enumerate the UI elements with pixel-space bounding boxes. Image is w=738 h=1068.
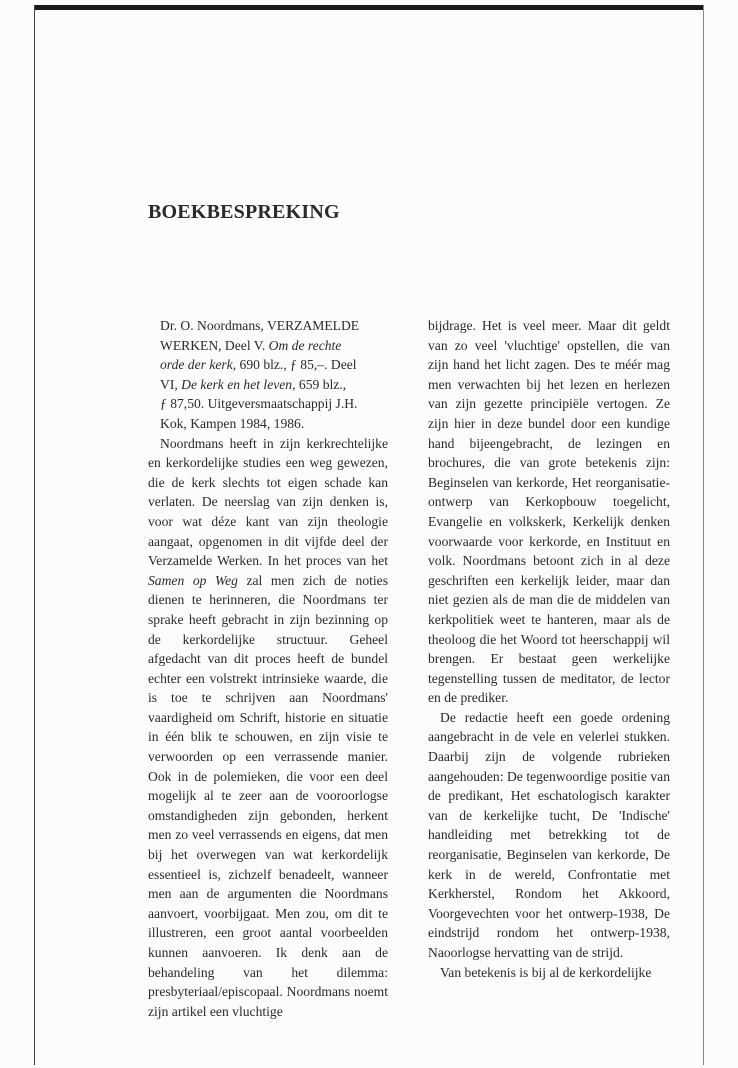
body-paragraph: Noordmans heeft in zijn kerkrechtelijke en kerkordelijke studies een weg gewezen, die de kerk slechts tot eigen schade kan verlaten. De neerslag van zijn denken is, voor wat déze kant van zijn theologie aangaat, opgenomen in dit vijfde deel der Verzamelde Werken. In het proces van het Samen op Weg zal men zich de noties dienen te herinneren, die Noordmans ter sprake heeft gebracht in zijn bezinning op de kerkordelijke structuur. Geheel afgedacht van dit proces heeft de bundel echter een volstrekt intrinsieke waarde, die is toe te schrijven aan Noordmans' vaardigheid om Schrift, historie en situatie in één blik te schouwen, en zijn visie te verwoorden op een verrassende manier. Ook in de polemieken, die voor een deel mogelijk al te zeer aan de vooroorlogse omstandigheden zijn gebonden, herkent men zo veel verrassends en eigens, dat men bij het overwegen van wat kerkordelijk essentieel is, zichzelf benadeelt, wanneer men aan de argumenten die Noordmans aanvoert, voorbijgaat. Men zou, om dit te illustreren, een groot aantal voorbeelden kunnen aanvoeren. Ik denk aan de behandeling van het dilemma: presbyteriaal/episcopaal. Noordmans noemt zijn artikel een vluchtige xyxy=(148,435,388,1019)
body-paragraph: bijdrage. Het is veel meer. Maar dit geldt van zo veel 'vluchtige' opstellen, die van zijn hand het licht zagen. Des te méér mag men verwachten bij het lezen en herlezen van zijn gezette principiële vertogen. Ze zijn hier in deze bundel door een kundige hand bijeengebracht, de lezingen en brochures, die van grote betekenis zijn: Beginselen van kerkorde, Het reorganisatie-ontwerp van Kerkopbouw toegelicht, Evangelie en volkskerk, Kerkelijk denken voorwaarde voor kerkorde, en Instituut en volk. Noordmans betoont zich in al deze geschriften een kerkelijk leider, maar dan niet gezien als de man die de middelen van kerkpolitiek weet te hanteren, maar als de theoloog die het Woord tot heerschappij wil brengen. Er bestaat geen werkelijke tegenstelling tussen de meditator, de lector en de prediker. xyxy=(428,318,670,706)
citation-line: WERKEN, Deel V. Om de rechte xyxy=(160,337,342,353)
page-right-edge xyxy=(703,5,704,1065)
left-column xyxy=(148,316,388,1021)
citation-line: Dr. O. Noordmans, VERZAMELDE xyxy=(160,318,360,333)
citation-line: VI, De kerk en het leven, 659 blz., xyxy=(160,376,347,392)
right-column xyxy=(428,316,670,982)
citation-line: Kok, Kampen 1984, 1986. xyxy=(160,415,305,431)
page-left-edge xyxy=(34,5,35,1065)
body-paragraph: De redactie heeft een goede ordening aangebracht in de vele en velerlei stukken. Daarbij zijn de volgende rubrieken aangehouden: De tegenwoordige positie van de predikant, Het eschatologisch karakter van de kerkelijke tucht, De 'Indische' handleiding met betrekking tot de reorganisatie, Beginselen van kerkorde, De kerk in de wereld, Confrontatie met Kerkherstel, Rondom het Akkoord, Voorgevechten voor het ontwerp-1938, De eindstrijd rondom het ontwerp-1938, Naoorlogse hervatting van de strijd. xyxy=(428,709,670,960)
citation-line: orde der kerk, 690 blz., ƒ 85,–. Deel xyxy=(160,357,357,373)
book-citation xyxy=(148,316,388,434)
citation-line: ƒ 87,50. Uitgeversmaatschappij J.H. xyxy=(160,396,358,412)
section-title: BOEKBESPREKING xyxy=(148,201,340,223)
page-top-edge xyxy=(34,5,704,10)
body-paragraph: Van betekenis is bij al de kerkordelijke xyxy=(440,964,652,980)
